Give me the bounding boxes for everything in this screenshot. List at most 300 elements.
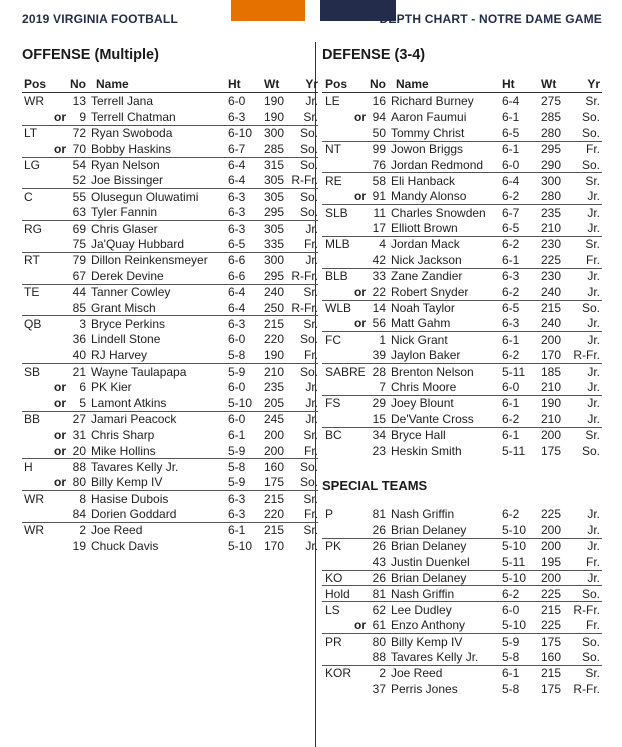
cell-ht: 5-9 (228, 364, 246, 379)
col-pos: Pos (325, 77, 348, 91)
cell-pos: FS (325, 396, 341, 411)
cell-ht: 6-2 (502, 189, 520, 204)
cell-no: 4 (379, 237, 386, 252)
cell-no: 31 (72, 427, 86, 442)
cell-ht: 6-6 (228, 253, 246, 268)
cell-yr: R-Fr. (291, 268, 318, 283)
cell-no: 19 (72, 538, 86, 553)
table-row (22, 268, 318, 284)
cell-wt: 300 (264, 126, 285, 141)
table-row (322, 252, 602, 268)
cell-wt: 315 (264, 158, 285, 172)
col-wt: Wt (264, 77, 280, 91)
table-row (322, 300, 602, 316)
table-row (322, 125, 602, 141)
cell-yr: So. (299, 126, 318, 141)
cell-no: 2 (79, 523, 86, 538)
table-row (322, 363, 602, 379)
cell-name: Perris Jones (391, 681, 458, 696)
cell-pos: QB (24, 316, 42, 331)
cell-wt: 305 (264, 173, 285, 188)
cell-name: Brian Delaney (391, 539, 467, 554)
table-row (322, 236, 602, 252)
cell-yr: Jr. (587, 522, 600, 537)
cell-wt: 160 (264, 459, 285, 474)
cell-ht: 6-4 (228, 300, 246, 315)
cell-pos: H (24, 459, 33, 474)
cell-wt: 210 (541, 411, 562, 426)
cell-ht: 6-3 (228, 109, 246, 124)
cell-wt: 210 (264, 364, 285, 379)
cell-ht: 6-0 (502, 157, 520, 172)
cell-pos: BB (24, 412, 41, 427)
cell-wt: 225 (541, 252, 562, 267)
cell-pos: KO (325, 571, 343, 585)
cell-ht: 6-0 (228, 332, 246, 347)
cell-wt: 200 (541, 539, 562, 554)
table-row (322, 554, 602, 570)
cell-no: 63 (72, 205, 86, 220)
cell-ht: 6-2 (502, 506, 520, 521)
cell-ht: 6-4 (502, 93, 520, 108)
cell-no: 22 (372, 284, 386, 299)
cell-wt: 170 (541, 348, 562, 363)
cell-pos: FC (325, 332, 341, 347)
cell-name: Tavares Kelly Jr. (91, 459, 179, 474)
cell-no: 94 (372, 109, 386, 124)
cell-no: 13 (72, 93, 86, 108)
cell-wt: 220 (264, 332, 285, 347)
cell-no: 37 (372, 681, 386, 696)
cell-yr: So. (299, 158, 318, 172)
cell-or: or (354, 284, 366, 299)
cell-yr: Fr. (586, 142, 600, 157)
cell-wt: 225 (541, 506, 562, 521)
cell-name: Jordan Mack (391, 237, 460, 252)
cell-no: 1 (379, 332, 386, 347)
cell-ht: 6-2 (502, 284, 520, 299)
table-row (22, 109, 318, 125)
table-row (22, 300, 318, 316)
offense-title: OFFENSE (Multiple) (22, 47, 159, 63)
table-row (22, 188, 318, 204)
cell-pos: P (325, 506, 334, 521)
cell-yr: Jr. (305, 253, 318, 268)
cell-ht: 5-10 (502, 539, 527, 554)
cell-no: 21 (72, 364, 86, 379)
cell-pos: WR (24, 93, 44, 108)
table-row (322, 411, 602, 427)
table-row (322, 331, 602, 347)
cell-ht: 6-1 (502, 332, 520, 347)
cell-yr: So. (581, 125, 600, 140)
cell-wt: 170 (264, 538, 285, 553)
cell-name: Robert Snyder (391, 284, 469, 299)
cell-name: Olusegun Oluwatimi (91, 189, 199, 204)
cell-ht: 6-3 (502, 316, 520, 331)
table-row (322, 268, 602, 284)
cell-no: 52 (72, 173, 86, 188)
cell-name: Tanner Cowley (91, 285, 171, 300)
header-orange-bar (231, 0, 305, 21)
defense-body (322, 93, 602, 458)
cell-no: 27 (72, 412, 86, 427)
col-yr: Yr (587, 77, 600, 91)
header-right-title: DEPTH CHART - NOTRE DAME GAME (379, 12, 602, 26)
col-no: No (370, 77, 386, 91)
cell-pos: RG (24, 221, 42, 236)
cell-name: Elliott Brown (391, 221, 458, 236)
cell-no: 23 (372, 443, 386, 458)
cell-no: 5 (79, 395, 86, 410)
cell-no: 16 (372, 93, 386, 108)
cell-name: De'Vante Cross (391, 411, 474, 426)
cell-ht: 6-3 (228, 221, 246, 236)
cell-name: Tommy Christ (391, 125, 465, 140)
cell-wt: 215 (541, 301, 562, 316)
defense-header-row (322, 77, 602, 93)
cell-pos: LS (325, 602, 340, 617)
cell-wt: 205 (264, 395, 285, 410)
cell-wt: 240 (541, 284, 562, 299)
cell-name: Chuck Davis (91, 538, 159, 553)
cell-yr: Sr. (585, 666, 600, 681)
cell-yr: Sr. (303, 316, 318, 331)
cell-pos: WLB (325, 301, 352, 316)
cell-yr: Jr. (305, 538, 318, 553)
cell-ht: 5-8 (502, 681, 520, 696)
cell-ht: 6-3 (228, 491, 246, 506)
cell-name: Joe Bissinger (91, 173, 164, 188)
cell-no: 17 (372, 221, 386, 236)
cell-ht: 6-0 (228, 379, 246, 394)
table-row (22, 204, 318, 220)
cell-name: Richard Burney (391, 93, 474, 108)
cell-ht: 6-6 (228, 268, 246, 283)
table-row (322, 204, 602, 220)
col-name: Name (396, 77, 429, 91)
cell-wt: 300 (264, 253, 285, 268)
cell-wt: 195 (541, 554, 562, 569)
cell-name: Eli Hanback (391, 173, 456, 188)
table-row (22, 141, 318, 157)
cell-name: Bryce Hall (391, 428, 446, 443)
table-row (322, 395, 602, 411)
cell-ht: 5-10 (502, 571, 527, 585)
cell-wt: 190 (264, 93, 285, 108)
cell-yr: Jr. (587, 571, 600, 585)
cell-name: Joey Blount (391, 396, 454, 411)
defense-title: DEFENSE (3-4) (322, 47, 426, 63)
table-row (22, 93, 318, 109)
cell-name: Nick Grant (391, 332, 448, 347)
cell-wt: 275 (541, 93, 562, 108)
cell-no: 11 (373, 205, 386, 220)
offense-body (22, 93, 318, 554)
cell-pos: TE (24, 285, 40, 300)
cell-pos: MLB (325, 237, 350, 252)
table-row (322, 315, 602, 331)
table-row (22, 157, 318, 173)
cell-yr: Fr. (304, 236, 318, 251)
header-left-title: 2019 VIRGINIA FOOTBALL (22, 12, 178, 26)
cell-wt: 210 (541, 379, 562, 394)
cell-yr: Jr. (587, 284, 600, 299)
cell-pos: LT (24, 126, 38, 141)
cell-ht: 5-10 (502, 618, 527, 633)
cell-no: 28 (372, 364, 386, 379)
cell-no: 3 (79, 316, 86, 331)
cell-pos: LG (24, 158, 41, 172)
cell-wt: 215 (264, 491, 285, 506)
cell-no: 88 (72, 459, 86, 474)
cell-no: 39 (372, 348, 386, 363)
cell-ht: 6-1 (502, 428, 520, 443)
cell-name: Zane Zandier (391, 269, 463, 284)
cell-wt: 290 (541, 157, 562, 172)
cell-wt: 225 (541, 586, 562, 601)
cell-wt: 175 (541, 634, 562, 649)
cell-no: 79 (72, 253, 86, 268)
cell-no: 34 (372, 428, 386, 443)
cell-no: 67 (72, 268, 86, 283)
cell-ht: 6-3 (502, 269, 520, 284)
table-row (22, 395, 318, 411)
cell-pos: BC (325, 428, 342, 443)
cell-ht: 6-5 (502, 125, 520, 140)
cell-no: 15 (372, 411, 386, 426)
cell-yr: Jr. (587, 189, 600, 204)
cell-wt: 240 (541, 316, 562, 331)
table-row (22, 125, 318, 141)
cell-wt: 210 (541, 221, 562, 236)
cell-no: 85 (72, 300, 86, 315)
cell-name: Nash Griffin (391, 586, 455, 601)
cell-name: Terrell Chatman (91, 109, 176, 124)
cell-no: 26 (372, 571, 386, 585)
cell-no: 14 (372, 301, 386, 316)
cell-ht: 6-1 (502, 142, 520, 157)
cell-pos: NT (325, 142, 341, 157)
cell-name: Dillon Reinkensmeyer (91, 253, 208, 268)
table-row (22, 538, 318, 554)
cell-yr: So. (581, 157, 600, 172)
cell-name: Hasise Dubois (91, 491, 169, 506)
cell-wt: 295 (541, 142, 562, 157)
cell-ht: 5-11 (502, 554, 526, 569)
cell-name: Chris Moore (391, 379, 457, 394)
table-row (322, 570, 602, 586)
cell-wt: 250 (264, 300, 285, 315)
table-row (22, 252, 318, 268)
cell-no: 56 (372, 316, 386, 331)
cell-ht: 5-9 (228, 475, 246, 490)
cell-no: 69 (72, 221, 86, 236)
cell-no: 33 (372, 269, 386, 284)
cell-name: Lamont Atkins (91, 395, 167, 410)
cell-name: RJ Harvey (91, 348, 148, 363)
cell-ht: 6-2 (502, 586, 520, 601)
cell-name: Wayne Taulapapa (91, 364, 187, 379)
cell-wt: 200 (541, 332, 562, 347)
table-row (322, 347, 602, 363)
cell-yr: Fr. (586, 252, 600, 267)
cell-wt: 200 (541, 428, 562, 443)
cell-yr: Jr. (587, 332, 600, 347)
cell-pos: LE (325, 93, 340, 108)
cell-yr: Fr. (304, 507, 318, 522)
cell-yr: Jr. (587, 411, 600, 426)
cell-wt: 200 (541, 522, 562, 537)
cell-yr: So. (581, 586, 600, 601)
cell-ht: 6-0 (502, 379, 520, 394)
cell-pos: C (24, 189, 33, 204)
cell-pos: RT (24, 253, 40, 268)
cell-yr: Sr. (585, 173, 600, 188)
table-row (22, 379, 318, 395)
cell-ht: 6-3 (228, 205, 246, 220)
table-row (322, 172, 602, 188)
cell-name: Grant Misch (91, 300, 156, 315)
cell-yr: So. (581, 649, 600, 664)
cell-yr: Sr. (585, 93, 600, 108)
offense-header-row (22, 77, 318, 93)
offense-table (22, 77, 318, 554)
cell-pos: KOR (325, 666, 352, 681)
cell-no: 72 (72, 126, 86, 141)
cell-name: Lee Dudley (391, 602, 452, 617)
cell-name: Lindell Stone (91, 332, 161, 347)
table-row (22, 458, 318, 474)
cell-ht: 6-4 (228, 158, 246, 172)
cell-ht: 6-10 (228, 126, 253, 141)
table-row (322, 633, 602, 649)
cell-ht: 6-2 (502, 411, 520, 426)
cell-yr: So. (299, 205, 318, 220)
cell-name: Ryan Swoboda (91, 126, 173, 141)
cell-ht: 6-3 (228, 507, 246, 522)
cell-wt: 220 (264, 507, 285, 522)
table-row (322, 427, 602, 443)
cell-wt: 215 (264, 523, 285, 538)
table-row (322, 522, 602, 538)
col-ht: Ht (502, 77, 515, 91)
cell-name: Brenton Nelson (391, 364, 474, 379)
cell-wt: 305 (264, 221, 285, 236)
cell-name: Enzo Anthony (391, 618, 466, 633)
cell-name: Matt Gahm (391, 316, 451, 331)
cell-no: 9 (79, 109, 86, 124)
table-row (22, 347, 318, 363)
cell-yr: So. (299, 459, 318, 474)
cell-name: Justin Duenkel (391, 554, 470, 569)
cell-wt: 175 (264, 475, 285, 490)
cell-or: or (54, 109, 66, 124)
cell-no: 61 (372, 618, 386, 633)
cell-name: Mandy Alonso (391, 189, 467, 204)
cell-pos: SABRE (325, 364, 366, 379)
cell-wt: 200 (264, 443, 285, 458)
cell-wt: 245 (264, 412, 285, 427)
cell-no: 2 (379, 666, 386, 681)
cell-wt: 190 (264, 109, 285, 124)
cell-wt: 280 (541, 189, 562, 204)
cell-pos: WR (24, 523, 44, 538)
table-row (322, 681, 602, 697)
cell-no: 7 (379, 379, 386, 394)
cell-name: Ryan Nelson (91, 158, 160, 172)
table-row (22, 363, 318, 379)
cell-ht: 5-9 (502, 634, 520, 649)
cell-ht: 6-4 (502, 173, 520, 188)
table-row (322, 538, 602, 554)
cell-name: Dorien Goddard (91, 507, 177, 522)
table-row (22, 331, 318, 347)
cell-ht: 6-2 (502, 237, 520, 252)
table-row (322, 585, 602, 601)
cell-name: Joe Reed (391, 666, 443, 681)
cell-name: Brian Delaney (391, 522, 467, 537)
cell-no: 81 (372, 506, 386, 521)
cell-yr: Jr. (587, 205, 600, 220)
table-row (322, 649, 602, 665)
cell-wt: 200 (541, 571, 562, 585)
cell-yr: Jr. (305, 221, 318, 236)
cell-name: Terrell Jana (91, 93, 154, 108)
cell-no: 70 (72, 141, 86, 156)
cell-yr: Jr. (587, 506, 600, 521)
cell-no: 44 (72, 285, 86, 300)
cell-yr: Fr. (304, 443, 318, 458)
cell-name: Bobby Haskins (91, 141, 172, 156)
cell-name: Ja'Quay Hubbard (91, 236, 185, 251)
cell-no: 81 (372, 586, 386, 601)
cell-no: 80 (72, 475, 86, 490)
cell-ht: 6-0 (228, 93, 246, 108)
col-name: Name (96, 77, 129, 91)
table-row (22, 427, 318, 443)
cell-ht: 6-0 (228, 412, 246, 427)
cell-yr: Jr. (587, 269, 600, 284)
cell-ht: 5-8 (228, 348, 246, 363)
cell-ht: 6-1 (228, 427, 246, 442)
cell-name: Chris Sharp (91, 427, 155, 442)
cell-wt: 230 (541, 237, 562, 252)
cell-yr: Sr. (303, 109, 318, 124)
cell-wt: 305 (264, 189, 285, 204)
cell-wt: 200 (264, 427, 285, 442)
cell-no: 26 (372, 522, 386, 537)
cell-ht: 6-5 (502, 221, 520, 236)
cell-ht: 6-3 (228, 189, 246, 204)
table-row (322, 601, 602, 617)
cell-no: 6 (79, 379, 86, 394)
cell-ht: 6-1 (228, 523, 246, 538)
cell-wt: 335 (264, 236, 285, 251)
cell-name: Billy Kemp IV (391, 634, 463, 649)
cell-ht: 5-11 (502, 364, 526, 379)
cell-name: Jordan Redmond (391, 157, 484, 172)
cell-wt: 190 (264, 348, 285, 363)
cell-name: Jaylon Baker (391, 348, 461, 363)
cell-name: Derek Devine (91, 268, 164, 283)
cell-ht: 6-1 (502, 109, 520, 124)
cell-yr: R-Fr. (573, 681, 600, 696)
cell-yr: Jr. (587, 364, 600, 379)
cell-ht: 6-0 (502, 602, 520, 617)
cell-no: 8 (79, 491, 86, 506)
cell-name: Tavares Kelly Jr. (391, 649, 479, 664)
